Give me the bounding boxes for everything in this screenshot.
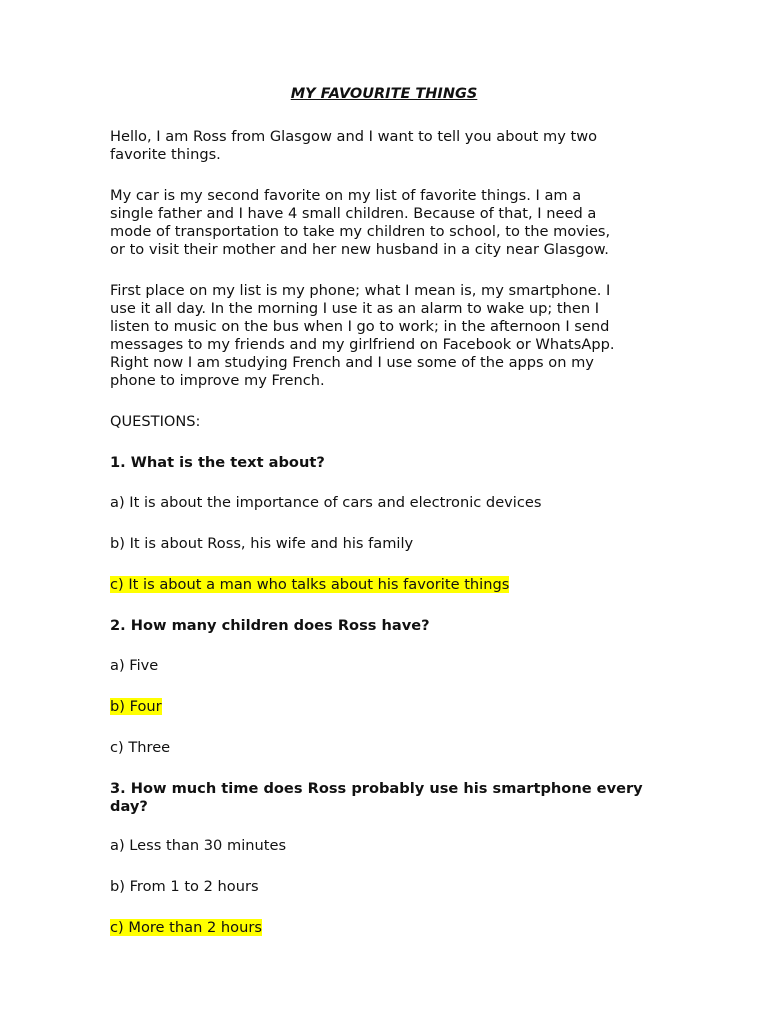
paragraph-line: Right now I am studying French and I use some of the apps on my bbox=[110, 354, 594, 371]
paragraph-line: My car is my second favorite on my list of favorite things. I am a bbox=[110, 187, 582, 204]
option-text: b) It is about Ross, his wife and his family bbox=[110, 535, 414, 552]
paragraph-line: favorite things. bbox=[110, 146, 221, 163]
paragraph-line: listen to music on the bus when I go to work; in the afternoon I send bbox=[110, 318, 610, 335]
paragraph-line: single father and I have 4 small children. Because of that, I need a bbox=[110, 205, 597, 222]
questions-heading: QUESTIONS: bbox=[110, 413, 201, 430]
paragraph-line: or to visit their mother and her new husband in a city near Glasgow. bbox=[110, 241, 609, 258]
paragraph-line: Hello, I am Ross from Glasgow and I want to tell you about my two bbox=[110, 128, 598, 145]
paragraph-line: messages to my friends and my girlfriend on Facebook or WhatsApp. bbox=[110, 336, 615, 353]
option-text-highlighted: c) It is about a man who talks about his favorite things bbox=[110, 576, 510, 593]
option-text: a) It is about the importance of cars and electronic devices bbox=[110, 494, 542, 511]
intro-paragraph bbox=[110, 128, 658, 164]
question-3 bbox=[110, 780, 658, 816]
question-3-option-b bbox=[110, 878, 259, 896]
question-3-option-a bbox=[110, 837, 286, 855]
car-paragraph bbox=[110, 187, 658, 259]
question-2 bbox=[110, 617, 658, 635]
question-2-option-b bbox=[110, 698, 162, 716]
question-3-option-c bbox=[110, 919, 262, 937]
question-2-option-a bbox=[110, 657, 158, 675]
question-2-option-c bbox=[110, 739, 170, 757]
question-1-option-c bbox=[110, 576, 509, 594]
option-text-highlighted: b) Four bbox=[110, 698, 162, 715]
question-1-option-b bbox=[110, 535, 413, 553]
question-1 bbox=[110, 454, 658, 472]
option-text: b) From 1 to 2 hours bbox=[110, 878, 259, 895]
question-text: 2. How many children does Ross have? bbox=[110, 617, 430, 634]
question-1-option-a bbox=[110, 494, 541, 512]
option-text: a) Five bbox=[110, 657, 159, 674]
question-text: day? bbox=[110, 798, 148, 815]
paragraph-line: use it all day. In the morning I use it as an alarm to wake up; then I bbox=[110, 300, 600, 317]
paragraph-line: phone to improve my French. bbox=[110, 372, 325, 389]
paragraph-line: mode of transportation to take my children to school, to the movies, bbox=[110, 223, 611, 240]
question-text: 3. How much time does Ross probably use his smartphone every bbox=[110, 780, 643, 797]
option-text: a) Less than 30 minutes bbox=[110, 837, 287, 854]
option-text: c) Three bbox=[110, 739, 171, 756]
phone-paragraph bbox=[110, 282, 658, 390]
document-title: MY FAVOURITE THINGS bbox=[290, 86, 478, 102]
option-text-highlighted: c) More than 2 hours bbox=[110, 919, 262, 936]
question-text: 1. What is the text about? bbox=[110, 454, 325, 471]
paragraph-line: First place on my list is my phone; what I mean is, my smartphone. I bbox=[110, 282, 611, 299]
